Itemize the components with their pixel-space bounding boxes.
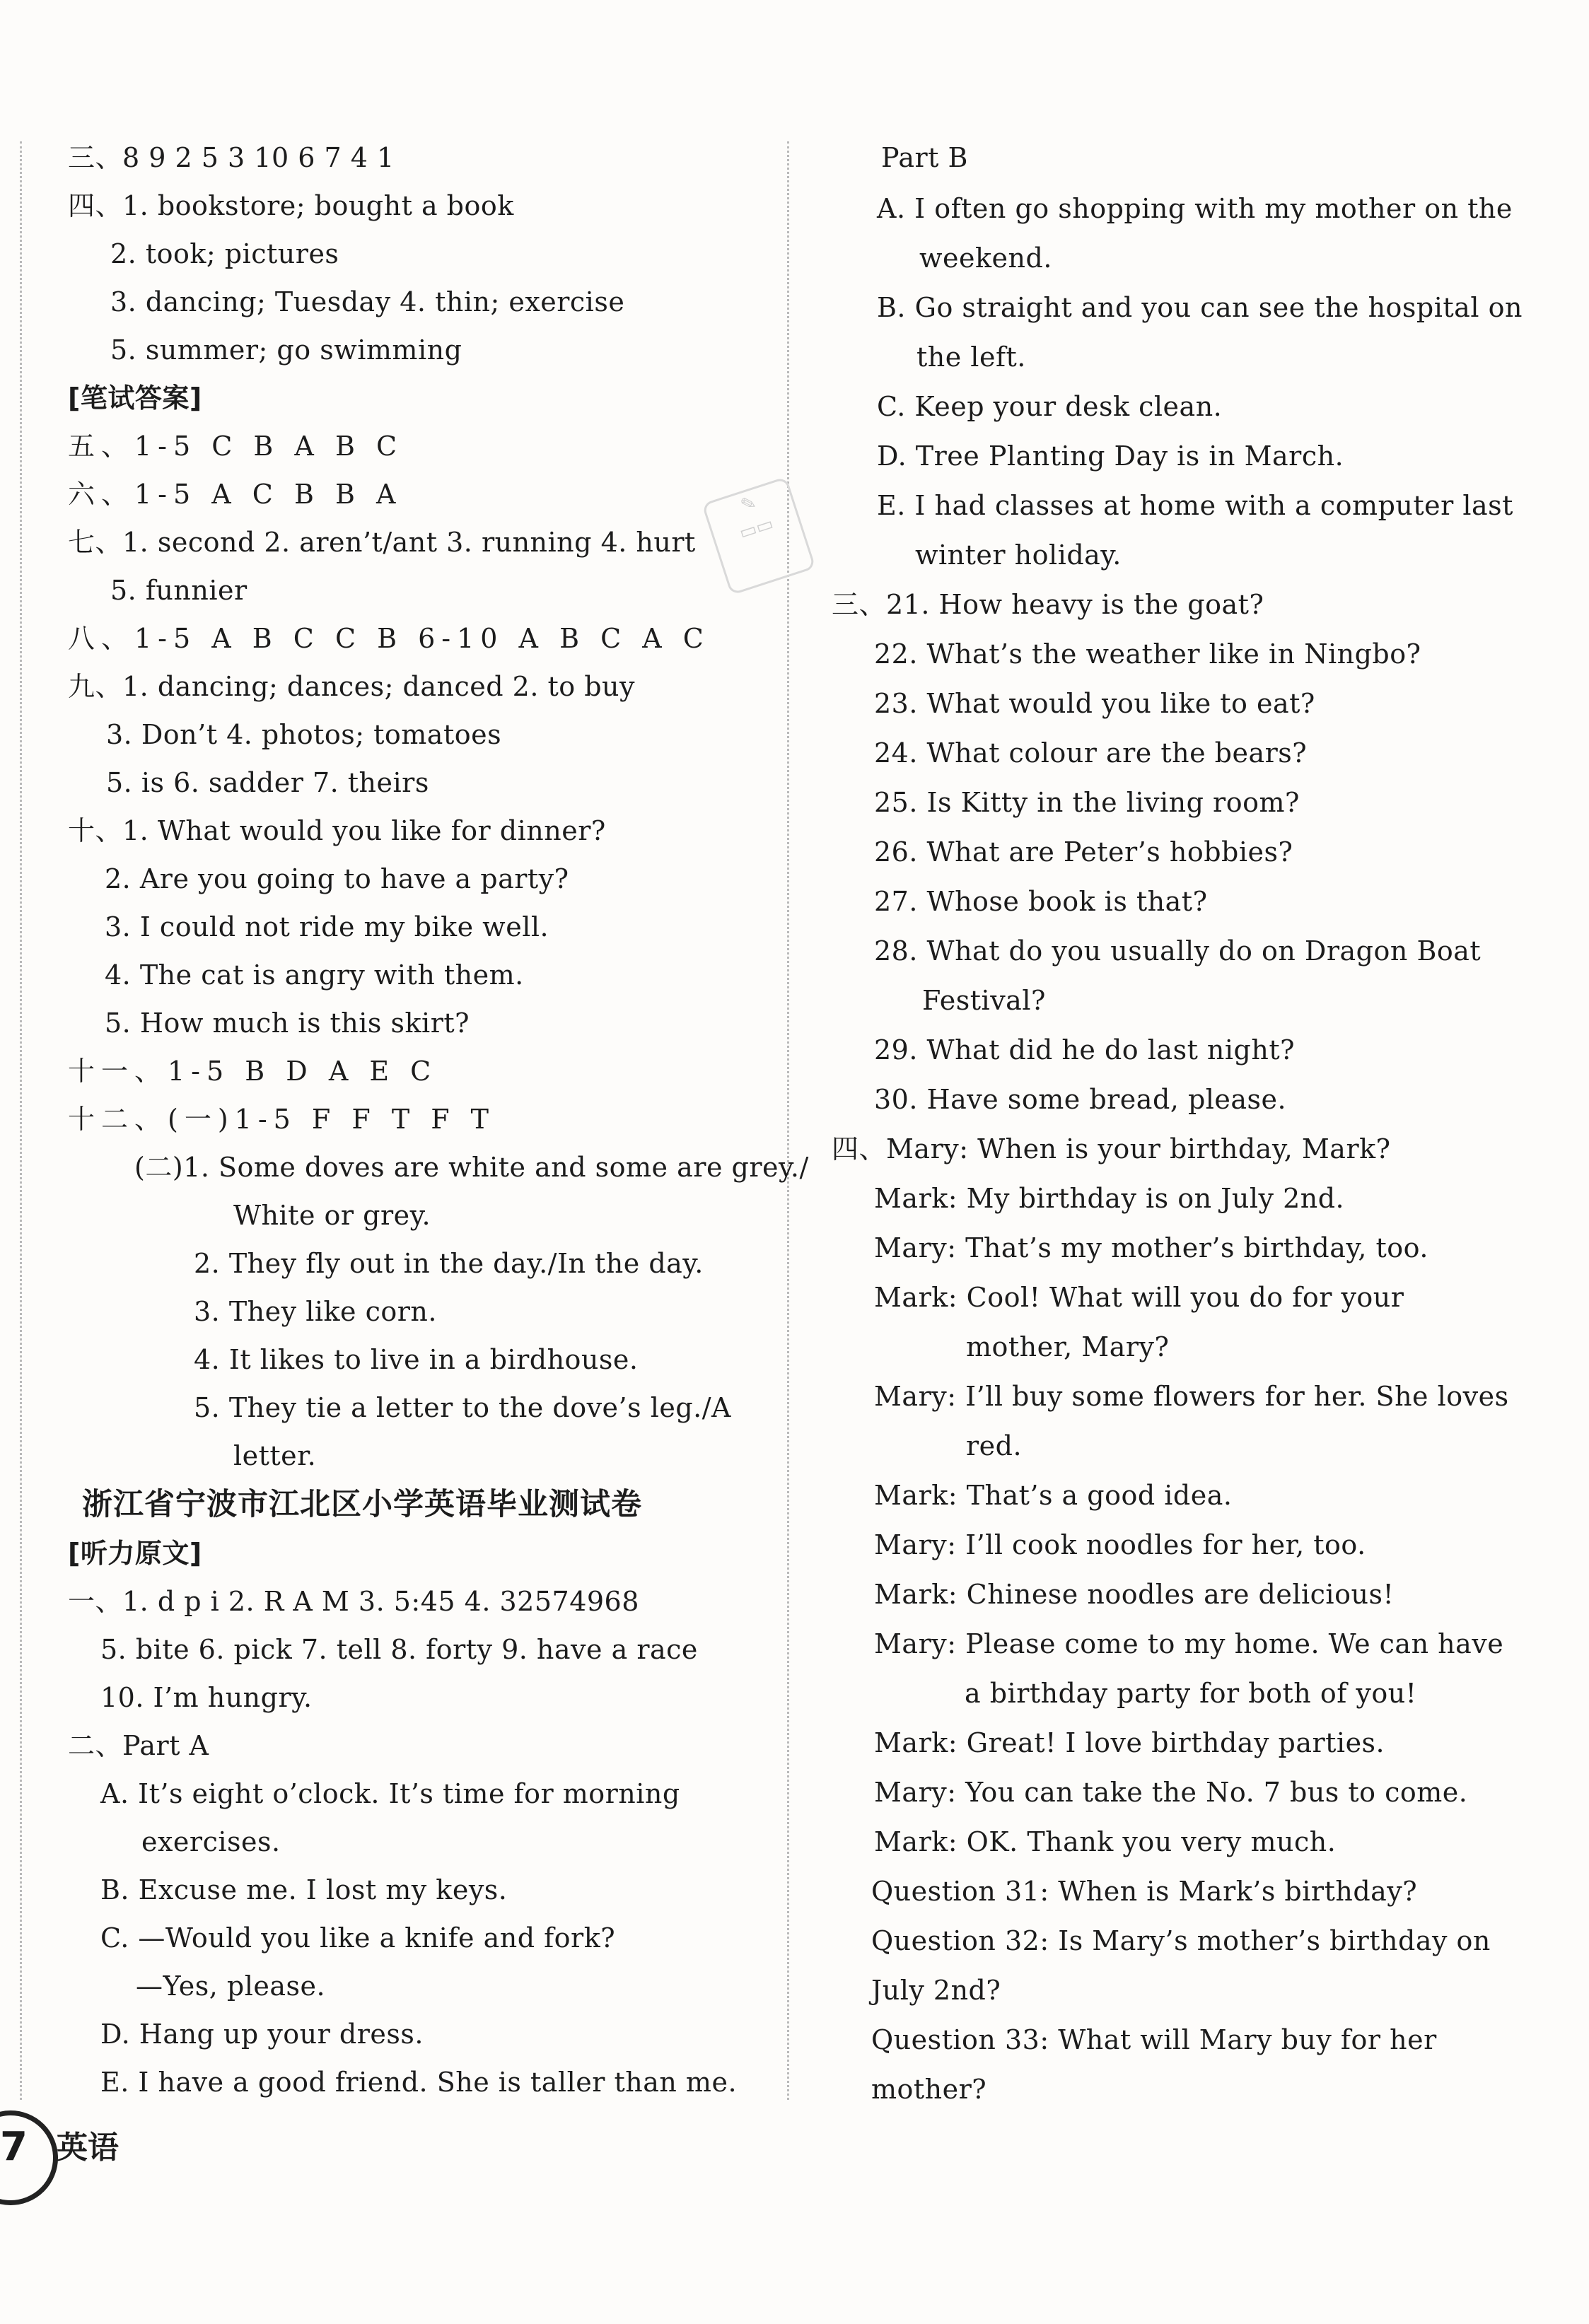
answer-line: 3. Don’t 4. photos; tomatoes xyxy=(106,719,502,750)
answer-line: 2. They fly out in the day./In the day. xyxy=(194,1248,704,1279)
answer-line: Festival? xyxy=(922,985,1046,1016)
answer-line: D. Tree Planting Day is in March. xyxy=(877,440,1344,472)
answer-line: 3. dancing; Tuesday 4. thin; exercise xyxy=(110,286,625,317)
answer-line: Mark: OK. Thank you very much. xyxy=(874,1826,1337,1857)
answer-line: 2. Are you going to have a party? xyxy=(105,863,569,894)
answer-line: letter. xyxy=(233,1440,317,1471)
answer-line: 28. What do you usually do on Dragon Boat xyxy=(874,935,1482,967)
answer-line: mother? xyxy=(871,2074,987,2105)
subject-label: 英语 xyxy=(57,2130,119,2166)
answer-line: 5. bite 6. pick 7. tell 8. forty 9. have a race xyxy=(100,1634,698,1665)
answer-line: Question 32: Is Mary’s mother’s birthday on xyxy=(871,1925,1491,1956)
answer-line: July 2nd? xyxy=(871,1975,1001,2006)
answer-line: 5. They tie a letter to the dove’s leg./A xyxy=(194,1392,731,1423)
answer-line: E. I had classes at home with a computer last xyxy=(877,490,1513,521)
answer-line: Mark: Cool! What will you do for your xyxy=(874,1282,1404,1313)
answer-line: 五、1-5 C B A B C xyxy=(68,431,404,462)
answer-line: Mary: I’ll buy some flowers for her. She loves xyxy=(874,1381,1509,1412)
answer-line: 24. What colour are the bears? xyxy=(874,737,1308,769)
answer-line: C. Keep your desk clean. xyxy=(877,391,1223,422)
answer-line: weekend. xyxy=(919,243,1052,274)
answer-line: 22. What’s the weather like in Ningbo? xyxy=(874,638,1421,670)
exam-title: 浙江省宁波市江北区小学英语毕业测试卷 xyxy=(82,1487,642,1522)
answer-line: 10. I’m hungry. xyxy=(100,1682,313,1713)
answer-line: 3. I could not ride my bike well. xyxy=(105,911,549,942)
answer-line: exercises. xyxy=(141,1826,281,1857)
answer-line: Mark: Chinese noodles are delicious! xyxy=(874,1579,1395,1610)
answer-line: B. Excuse me. I lost my keys. xyxy=(100,1874,508,1905)
answer-line: 5. summer; go swimming xyxy=(110,334,462,366)
answer-line: 25. Is Kitty in the living room? xyxy=(874,787,1300,818)
answer-line: E. I have a good friend. She is taller than me. xyxy=(100,2067,738,2098)
answer-line: Question 33: What will Mary buy for her xyxy=(871,2024,1437,2055)
answer-line: mother, Mary? xyxy=(966,1331,1170,1362)
answer-line: 七、1. second 2. aren’t/ant 3. running 4. hurt xyxy=(68,527,696,558)
answer-line: 2. took; pictures xyxy=(110,238,339,269)
answer-line: 5. is 6. sadder 7. theirs xyxy=(106,767,429,798)
answer-line: 三、8 9 2 5 3 10 6 7 4 1 xyxy=(68,142,395,173)
answer-line: —Yes, please. xyxy=(136,1970,326,2002)
answer-line: 四、Mary: When is your birthday, Mark? xyxy=(832,1133,1391,1164)
answer-line: 十、1. What would you like for dinner? xyxy=(68,815,606,846)
answer-line: 4. The cat is angry with them. xyxy=(105,959,524,991)
answer-line: 三、21. How heavy is the goat? xyxy=(832,589,1264,620)
answer-line: B. Go straight and you can see the hospital on xyxy=(877,292,1523,323)
answer-line: Part B xyxy=(881,142,968,173)
answer-line: Mary: I’ll cook noodles for her, too. xyxy=(874,1529,1366,1560)
answer-line: 九、1. dancing; dances; danced 2. to buy xyxy=(68,671,635,702)
answer-line: Mary: That’s my mother’s birthday, too. xyxy=(874,1232,1428,1263)
section-label: [笔试答案] xyxy=(68,383,202,414)
answer-line: red. xyxy=(966,1430,1023,1461)
answer-line: 四、1. bookstore; bought a book xyxy=(68,190,514,221)
answer-line: 十二、(一)1-5 F F T F T xyxy=(68,1104,496,1135)
answer-line: A. It’s eight o’clock. It’s time for morning xyxy=(100,1778,680,1809)
answer-line: 十一、1-5 B D A E C xyxy=(68,1056,438,1087)
answer-line: 29. What did he do last night? xyxy=(874,1034,1295,1065)
answer-line: winter holiday. xyxy=(915,539,1122,571)
left-margin-rule xyxy=(20,141,22,2100)
answer-line: 30. Have some bread, please. xyxy=(874,1084,1287,1115)
answer-line: 3. They like corn. xyxy=(194,1296,437,1327)
answer-line: 5. funnier xyxy=(110,575,248,606)
answer-line: 二、Part A xyxy=(68,1730,209,1761)
answer-line: Question 31: When is Mark’s birthday? xyxy=(871,1876,1418,1907)
watermark-stamp: ✎ ▭▭ xyxy=(702,477,816,595)
answer-line: A. I often go shopping with my mother on the xyxy=(877,193,1513,224)
answer-line: Mark: Great! I love birthday parties. xyxy=(874,1727,1385,1758)
answer-line: Mary: You can take the No. 7 bus to come. xyxy=(874,1777,1468,1808)
answer-line: C. —Would you like a knife and fork? xyxy=(100,1922,616,1954)
page-number: 7 xyxy=(0,2124,28,2170)
answer-line: 八、1-5 A B C C B 6-10 A B C A C xyxy=(68,623,710,654)
answer-line: 5. How much is this skirt? xyxy=(105,1008,470,1039)
answer-line: the left. xyxy=(916,341,1026,373)
answer-line: 4. It likes to live in a birdhouse. xyxy=(194,1344,639,1375)
answer-line: 26. What are Peter’s hobbies? xyxy=(874,836,1293,868)
column-divider xyxy=(787,141,789,2100)
answer-line: 一、1. d p i 2. R A M 3. 5:45 4. 32574968 xyxy=(68,1586,639,1617)
answer-line: Mark: That’s a good idea. xyxy=(874,1480,1233,1511)
answer-line: D. Hang up your dress. xyxy=(100,2019,424,2050)
answer-line: (二)1. Some doves are white and some are grey./ xyxy=(134,1152,809,1183)
answer-line: Mary: Please come to my home. We can have xyxy=(874,1628,1504,1659)
answer-line: 27. Whose book is that? xyxy=(874,886,1208,917)
section-label: [听力原文] xyxy=(68,1538,202,1569)
answer-line: White or grey. xyxy=(233,1200,431,1231)
answer-line: Mark: My birthday is on July 2nd. xyxy=(874,1183,1345,1214)
answer-line: 六、1-5 A C B B A xyxy=(68,479,402,510)
answer-line: 23. What would you like to eat? xyxy=(874,688,1315,719)
answer-line: a birthday party for both of you! xyxy=(965,1678,1417,1709)
